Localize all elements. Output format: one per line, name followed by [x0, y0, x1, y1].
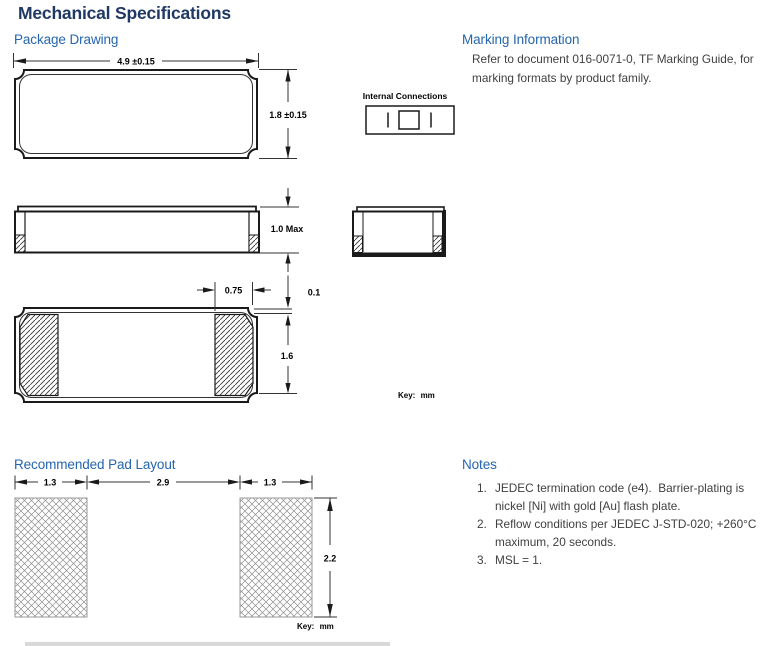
- dimension-pad-width-0-75: [197, 282, 271, 311]
- note-number: 2.: [477, 517, 487, 531]
- internal-connections-diagram: [363, 91, 454, 134]
- notes-heading: Notes: [462, 457, 497, 472]
- pad-layout-heading: Recommended Pad Layout: [14, 457, 176, 472]
- marking-info-line: Refer to document 016-0071-0, TF Marking Guide, for: [472, 52, 754, 66]
- page-title: Mechanical Specifications: [18, 3, 231, 23]
- note-text-line: Reflow conditions per JEDEC J-STD-020; +260°C: [495, 517, 757, 531]
- dimension-height-1-8: [259, 70, 307, 159]
- dimension-thickness-1-0: [260, 188, 303, 272]
- package-drawing-heading: Package Drawing: [14, 32, 119, 47]
- dim-label-gap: 2.9: [156, 477, 170, 488]
- pad-layout-key: Key: mm: [297, 622, 334, 631]
- note-text-line: MSL = 1.: [495, 553, 543, 567]
- package-top-view: [15, 70, 257, 158]
- package-side-view: [15, 207, 259, 253]
- note-text-line: maximum, 20 seconds.: [495, 535, 617, 549]
- marking-info-line: marking formats by product family.: [472, 71, 652, 85]
- dimension-pad-height-1-6: [259, 325, 297, 394]
- layout-pad-right: [240, 498, 312, 617]
- marking-information-heading: Marking Information: [462, 32, 580, 47]
- note-text-line: nickel [Ni] with gold [Au] flash plate.: [495, 499, 681, 513]
- dim-label-thickness: 1.0 Max: [270, 224, 304, 234]
- package-bottom-view: [15, 308, 257, 402]
- dim-label-height: 1.8 ±0.15: [269, 110, 307, 120]
- layout-pad-left: [15, 498, 87, 617]
- bottom-divider: [25, 642, 390, 646]
- note-text-line: JEDEC termination code (e4). Barrier-plating is: [495, 481, 745, 495]
- package-drawing-key: Key: mm: [398, 391, 435, 400]
- note-number: 1.: [477, 481, 487, 495]
- dim-label-pad-layout-height: 2.2: [323, 553, 337, 564]
- dim-label-pad-height: 1.6: [280, 351, 294, 361]
- bottom-pad-right: [215, 315, 253, 396]
- dim-label-left-pad: 1.3: [43, 477, 57, 488]
- dim-label-pad-offset: 0.1: [307, 287, 321, 298]
- package-end-view: [352, 207, 446, 256]
- dim-label-pad-width: 0.75: [224, 285, 243, 296]
- pad-layout-diagram: [15, 476, 337, 618]
- internal-connections-label: Internal Connections: [362, 91, 448, 101]
- bottom-pad-left: [20, 315, 58, 396]
- dim-label-width: 4.9 ±0.15: [117, 56, 155, 67]
- note-number: 3.: [477, 553, 487, 567]
- dimension-pad-offset-0-1: [254, 276, 320, 326]
- dim-label-right-pad: 1.3: [263, 477, 277, 488]
- dimension-width-4-9: [14, 53, 259, 68]
